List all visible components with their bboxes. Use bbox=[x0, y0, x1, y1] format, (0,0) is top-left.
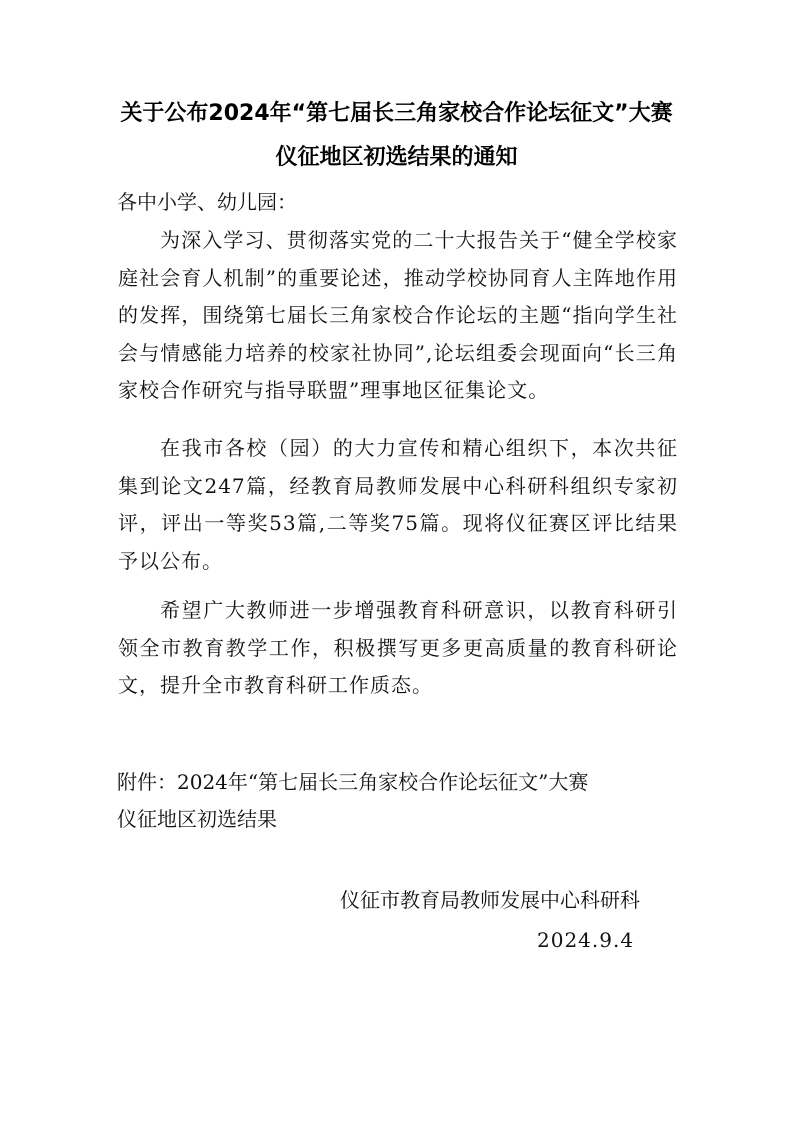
attachment-line-1: 附件：2024年“第七届长三角家校合作论坛征文”大赛 bbox=[117, 770, 589, 794]
body-paragraph-2: 在我市各校（园）的大力宣传和精心组织下，本次共征集到论文247篇，经教育局教师发展中心科研科组织专家初评，评出一等奖53篇,二等奖75篇。现将仪征赛区评比结果予以公布。 bbox=[118, 436, 678, 573]
body-paragraph-1: 为深入学习、贯彻落实党的二十大报告关于“健全学校家庭社会育人机制”的重要论述，推动学校协同育人主阵地作用的发挥，围绕第七届长三角家校合作论坛的主题“指向学生社会与情感能力培养的校家社协同”,论坛组委会现面向“长三角家校合作研究与指导联盟”理事地区征集论文。 bbox=[118, 228, 678, 402]
attachment-note bbox=[117, 764, 677, 838]
attachment-line-2: 仪征地区初选结果 bbox=[117, 807, 277, 831]
document-title-line-1: 关于公布2024年“第七届长三角家校合作论坛征文”大赛 bbox=[120, 101, 673, 126]
issue-date: 2024.9.4 bbox=[537, 928, 635, 952]
issuer-signature: 仪征市教育局教师发展中心科研科 bbox=[340, 888, 640, 912]
document-title-line-2: 仪征地区初选结果的通知 bbox=[275, 145, 518, 170]
salutation: 各中小学、幼儿园： bbox=[117, 190, 297, 214]
body-paragraph-3: 希望广大教师进一步增强教育科研意识，以教育科研引领全市教育教学工作，积极撰写更多更高质量的教育科研论文，提升全市教育科研工作质态。 bbox=[118, 598, 678, 697]
